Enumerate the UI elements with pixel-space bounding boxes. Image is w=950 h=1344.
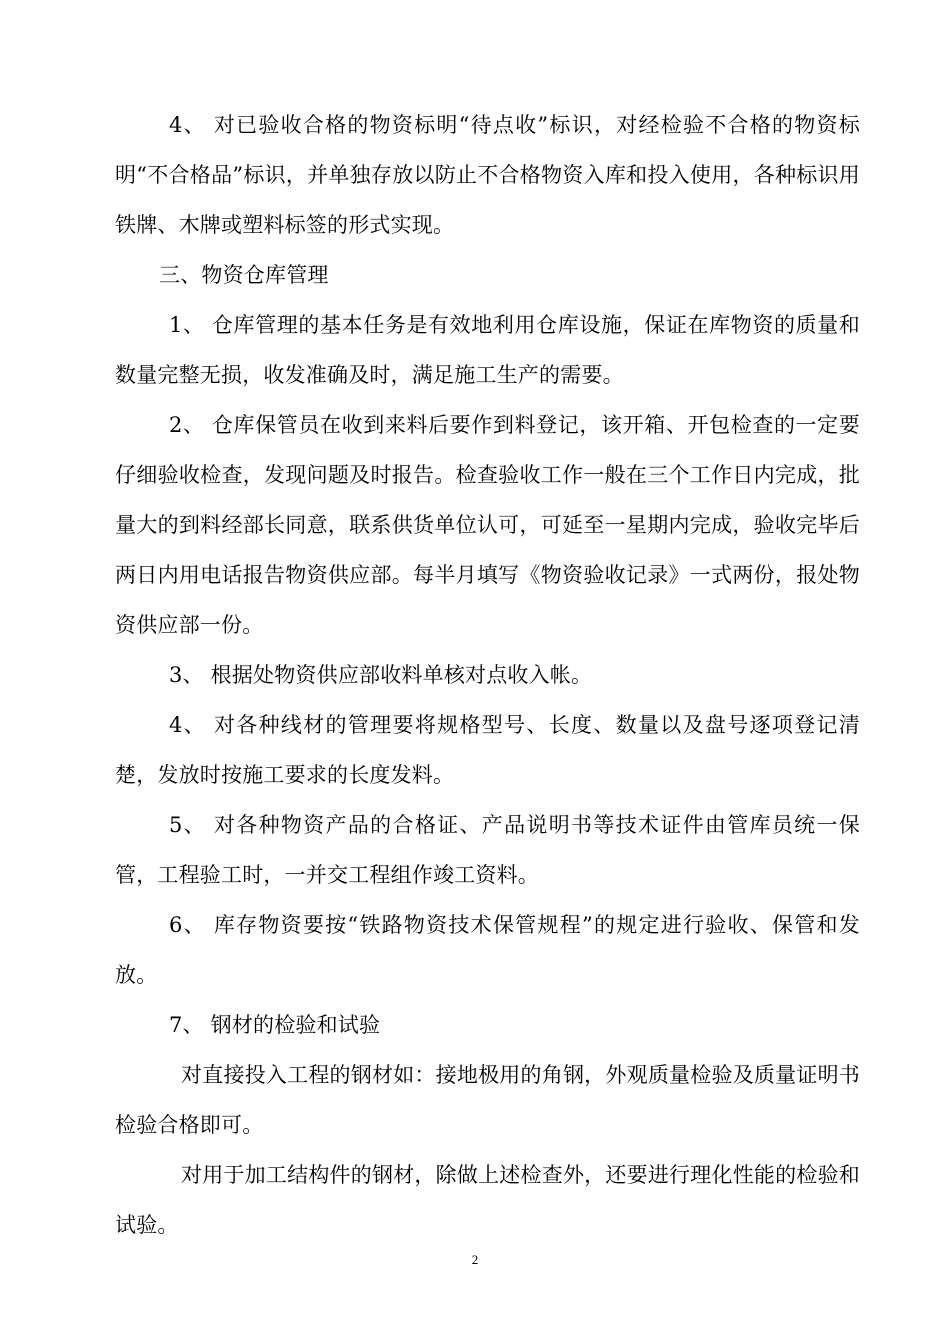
document-body xyxy=(115,100,860,1250)
section-heading-warehouse-management: 三、物资仓库管理 xyxy=(159,263,329,287)
paragraph-steel-direct-use: 对直接投入工程的钢材如：接地极用的角钢，外观质量检验及质量证明书检验合格即可。 xyxy=(115,1063,860,1137)
paragraph-item-4-wire-materials: 4、 对各种线材的管理要将规格型号、长度、数量以及盘号逐项登记清楚，发放时按施工要求的长度发料。 xyxy=(115,713,860,787)
paragraph-item-1-basic-task: 1、 仓库管理的基本任务是有效地利用仓库设施，保证在库物资的质量和数量完整无损，收发准确及时，满足施工生产的需要。 xyxy=(115,313,860,387)
paragraph-item-5-certificates: 5、 对各种物资产品的合格证、产品说明书等技术证件由管库员统一保管，工程验工时，一并交工程组作竣工资料。 xyxy=(115,813,860,887)
page-number: 2 xyxy=(471,1252,479,1267)
paragraph-item-6-storage-rules: 6、 库存物资要按“铁路物资技术保管规程”的规定进行验收、保管和发放。 xyxy=(115,913,860,987)
paragraph-steel-fabrication: 对用于加工结构件的钢材，除做上述检查外，还要进行理化性能的检验和试验。 xyxy=(115,1163,860,1237)
paragraph-item-3-accounting: 3、 根据处物资供应部收料单核对点收入帐。 xyxy=(169,663,593,687)
paragraph-item-4-marking: 4、 对已验收合格的物资标明“待点收”标识，对经检验不合格的物资标明“不合格品”标识，并单独存放以防止不合格物资入库和投入使用，各种标识用铁牌、木牌或塑料标签的形式实现。 xyxy=(115,113,860,237)
paragraph-item-7-steel-inspection: 7、 钢材的检验和试验 xyxy=(169,1013,381,1037)
paragraph-item-2-receiving: 2、 仓库保管员在收到来料后要作到料登记，该开箱、开包检查的一定要仔细验收检查，发现问题及时报告。检查验收工作一般在三个工作日内完成，批量大的到料经部长同意，联系供货单位认可，可延至一星期内完成，验收完毕后两日内用电话报告物资供应部。每半月填写《物资验收记录》一式两份，报处物资供应部一份。 xyxy=(115,413,860,637)
